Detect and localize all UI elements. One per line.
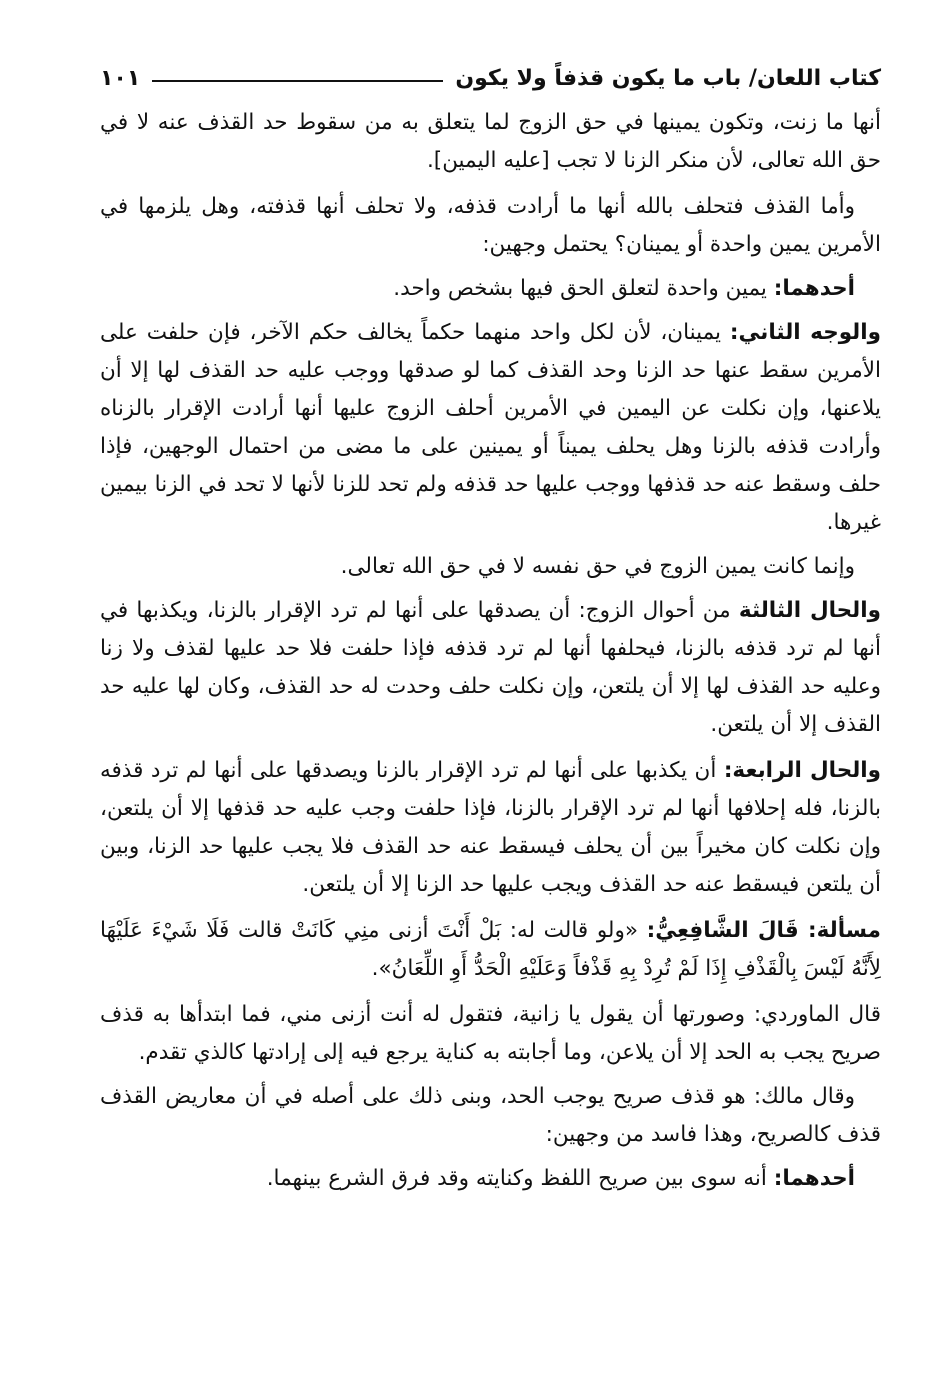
paragraph-5 (100, 548, 881, 586)
paragraph-lead: والحال الثالثة (738, 598, 881, 623)
paragraph-2 (100, 188, 881, 264)
paragraph-text: من أحوال الزوج: أن يصدقها على أنها لم ترد الإقرار بالزنا، ويكذبها في أنها لم ترد قذفه بالزنا، فيحلفها أنها لم ترد قذفه فإذا حلفت فلا حد عليها لقذف ولا زنا وعليه حد القذف لها إلا أن يلتعن، وإن نكلت حلف وحدت له حد القذف، وكان لها عليه حد القذف إلا أن يلتعن. (100, 598, 881, 737)
paragraph-8 (100, 912, 881, 988)
paragraph-text: يمين واحدة لتعلق الحق فيها بشخص واحد. (393, 276, 774, 301)
chapter-title: كتاب اللعان/ باب ما يكون قذفاً ولا يكون (455, 65, 881, 91)
paragraph-text: قال الماوردي: وصورتها أن يقول يا زانية، فتقول له أنت أزنى مني، فما ابتدأها به قذف صريح يجب به الحد إلا أن يلاعن، وما أجابته به كناية يرجع فيه إلى إرادتها كالذي تقدم. (100, 1002, 881, 1065)
paragraph-text: وقال مالك: هو قذف صريح يوجب الحد، وبنى ذلك على أصله في أن معاريض القذف قذف كالصريح، وهذا فاسد من وجهين: (100, 1084, 881, 1147)
paragraph-text: أن يكذبها على أنها لم ترد الإقرار بالزنا ويصدقها على أنها لم ترد قذفه بالزنا، فله إحلافها أنها لم ترد الإقرار بالزنا، فإذا حلفت وجب عليه حد قذفها إلا أن يلتعن، وإن نكلت كان مخيراً بين أن يحلف فيسقط عنه حد القذف فلا يجب عليها حد الزنا، وبين أن يلتعن فيسقط عنه حد القذف ويجب عليها حد الزنا إلا أن يلتعن. (100, 758, 881, 897)
paragraph-lead: أحدهما: (773, 1166, 855, 1191)
paragraph-text: أنه سوى بين صريح اللفظ وكنايته وقد فرق الشرع بينهما. (266, 1166, 774, 1191)
paragraph-6 (100, 592, 881, 744)
running-header (100, 56, 881, 100)
paragraph-lead: والحال الرابعة: (723, 758, 882, 783)
paragraph-text: «ولو قالت له: بَلْ أَنْتَ أزنى منِي كَانَتْ قالت فَلَا شَيْءَ عَلَيْهَا لِأَنَّهُ لَيْسَ بِالْقَذْفِ إِذَا لَمْ تُرِدْ بِهِ قَذْفاً وَعَلَيْهِ الْحَدُّ أَوِ اللِّعَانُ». (100, 918, 881, 981)
header-rule (152, 80, 443, 82)
paragraph-11 (100, 1160, 881, 1198)
paragraph-4 (100, 314, 881, 542)
paragraph-10 (100, 1078, 881, 1154)
page-number: ١٠١ (100, 65, 141, 91)
page-body (100, 104, 881, 1204)
paragraph-text: وإنما كانت يمين الزوج في حق نفسه لا في حق الله تعالى. (340, 554, 855, 579)
paragraph-lead: مسألة: قَالَ الشَّافِعِيُّ: (646, 918, 881, 943)
paragraph-text: يمينان، لأن لكل واحد منهما حكماً يخالف حكم الآخر، فإن حلفت على الأمرين سقط عنها حد الزنا وحد القذف كما لو صدقها ووجب عليه حد القذف لها إلا أن يلاعنها، وإن نكلت عن اليمين في الأمرين أحلف الزوج عليها أنها أرادت الإقرار بالزناه وأرادت قذفه بالزنا وهل يحلف يميناً أو يمينين على ما مضى من احتمال الوجهين، فإذا حلف وسقط عنه حد قذفها ووجب عليها حد قذفه ولم تحد للزنا لأنها لا تحد في الزنا بيمين غيرها. (100, 320, 881, 535)
paragraph-3 (100, 270, 881, 308)
paragraph-text: أنها ما زنت، وتكون يمينها في حق الزوج لما يتعلق به من سقوط حد القذف عنه لا في حق الله تعالى، لأن منكر الزنا لا تجب [عليه اليمين]. (100, 110, 881, 173)
paragraph-lead: والوجه الثاني: (729, 320, 881, 345)
paragraph-lead: أحدهما: (773, 276, 855, 301)
paragraph-1 (100, 104, 881, 180)
paragraph-7 (100, 752, 881, 904)
paragraph-9 (100, 996, 881, 1072)
paragraph-text: وأما القذف فتحلف بالله أنها ما أرادت قذفه، ولا تحلف أنها قذفته، وهل يلزمها في الأمرين يمين واحدة أو يمينان؟ يحتمل وجهين: (100, 194, 881, 257)
